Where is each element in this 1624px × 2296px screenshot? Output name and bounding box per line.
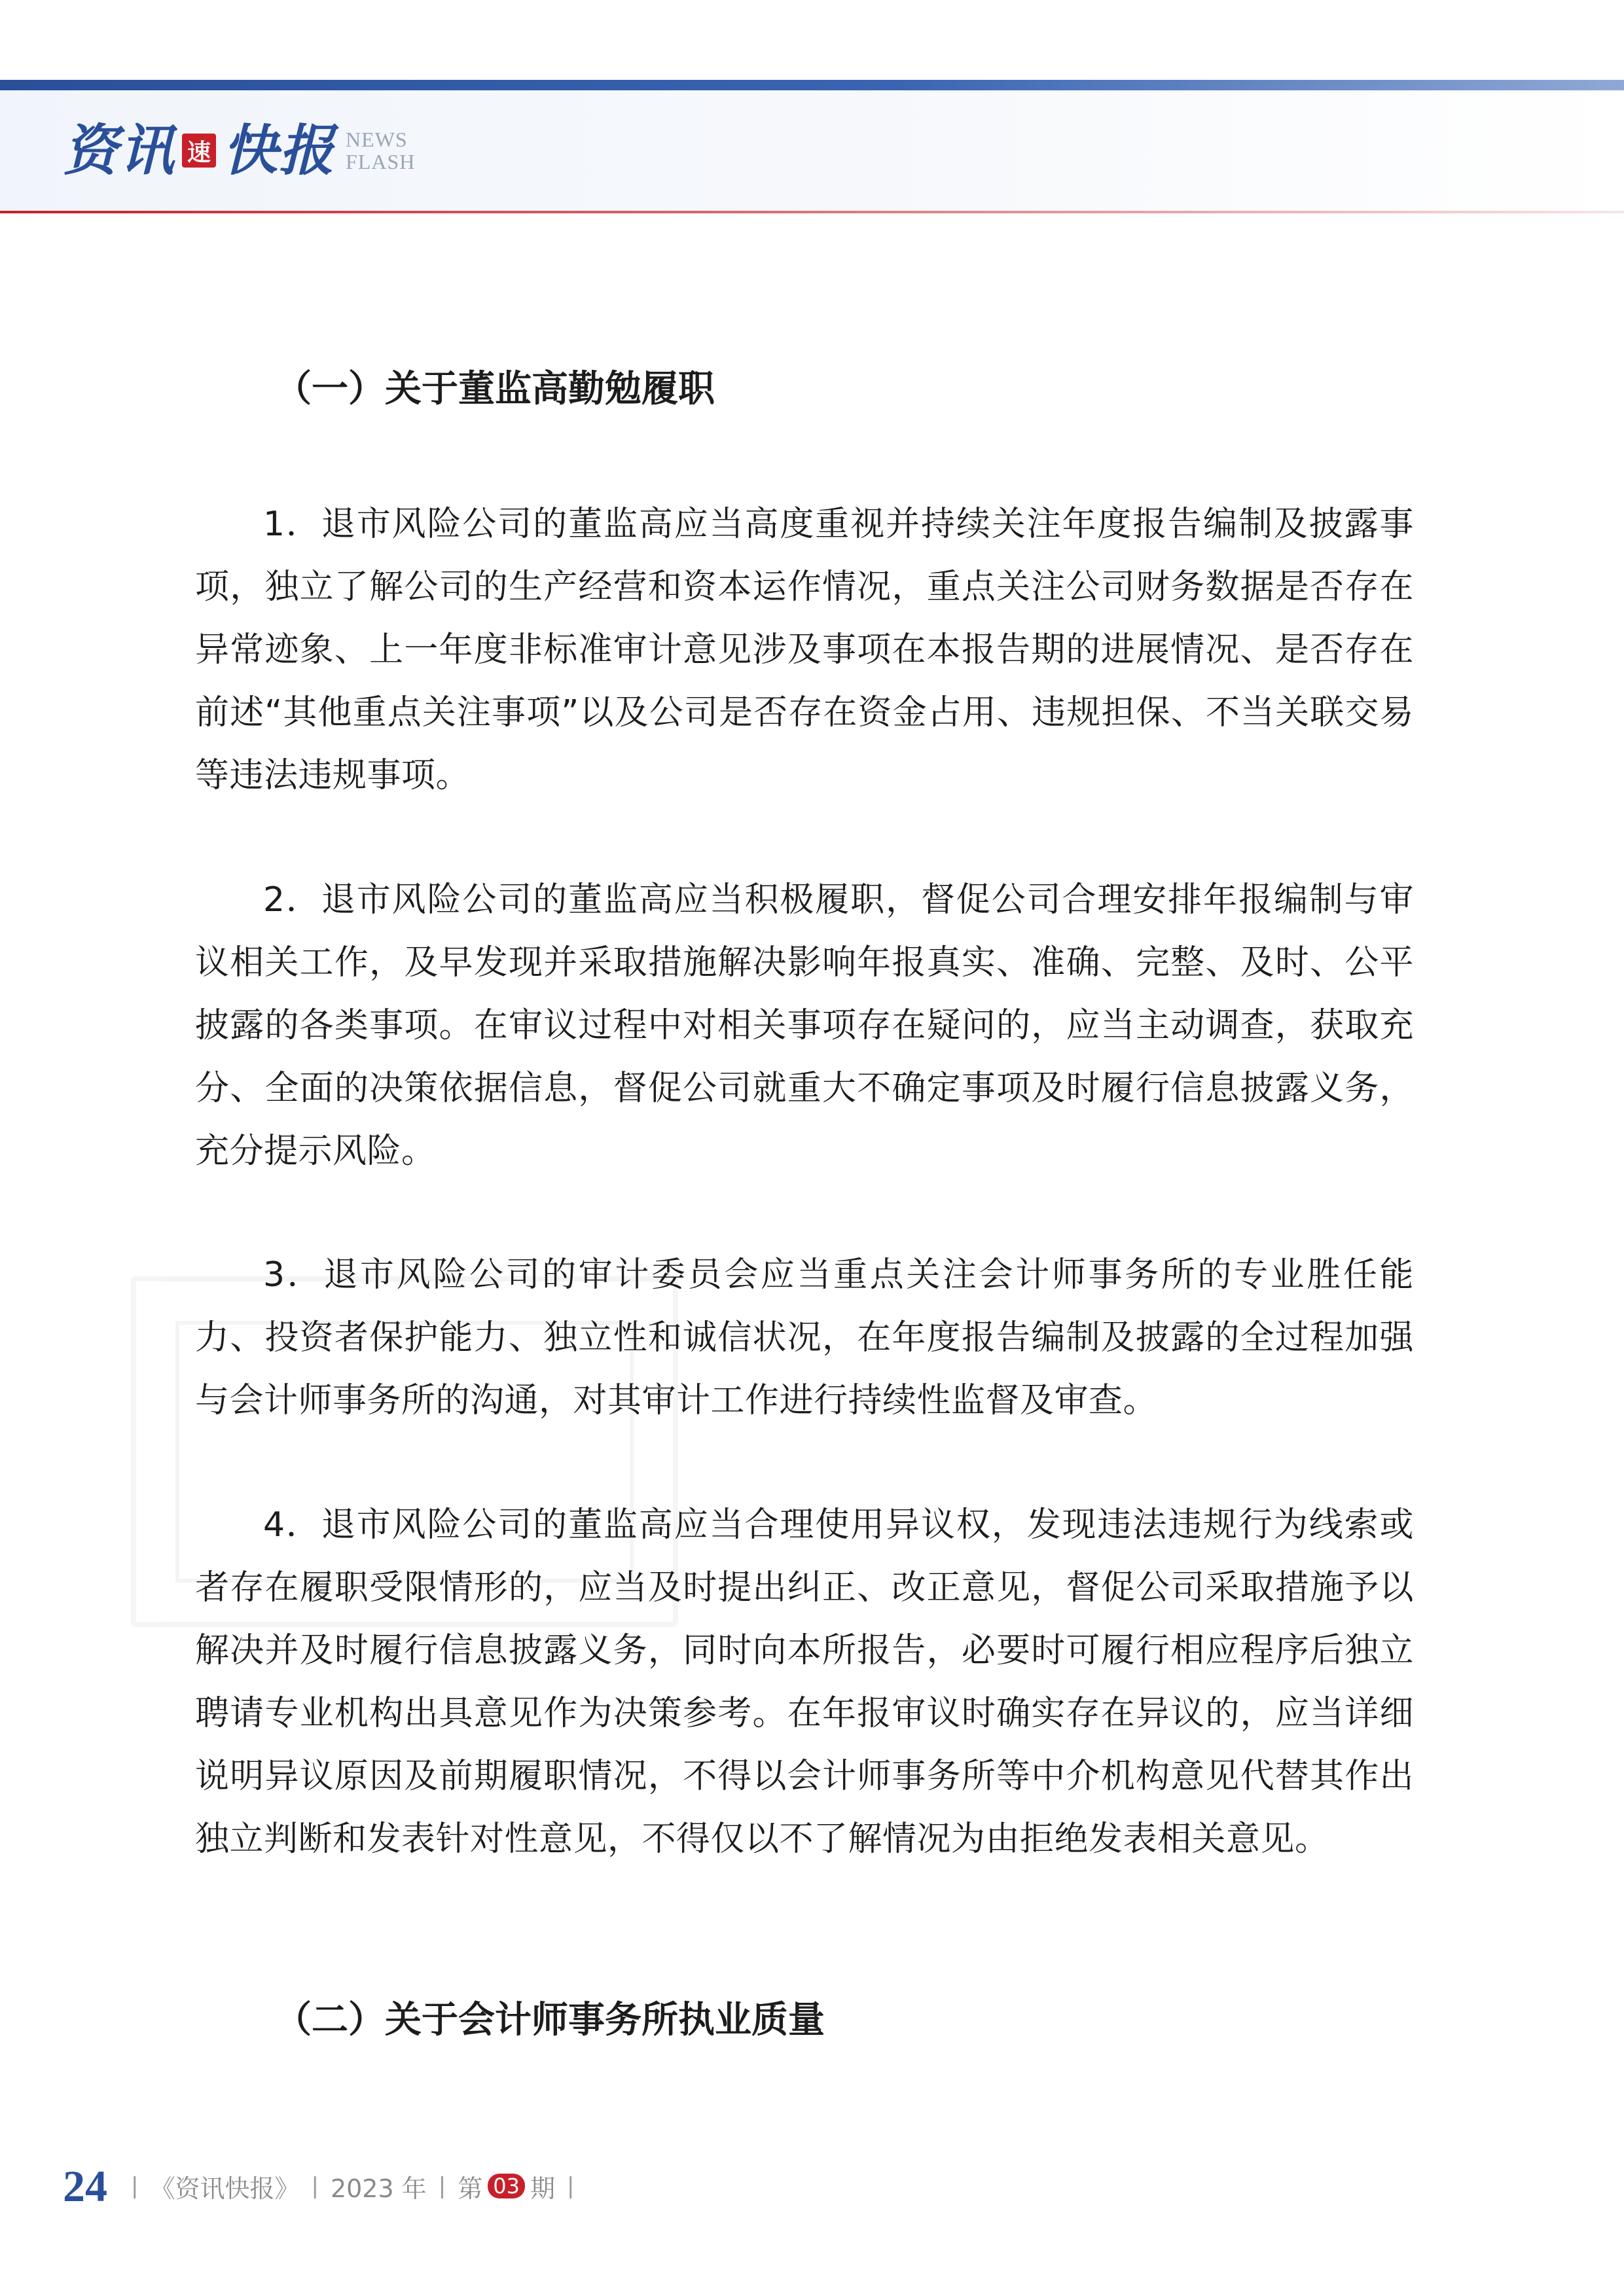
footer-separator: | [311,2173,319,2199]
masthead-english [346,128,415,173]
paragraph-3: 3．退市风险公司的审计委员会应当重点关注会计师事务所的专业胜任能力、投资者保护能力、独立性和诚信状况，在年度报告编制及披露的全过程加强与会计师事务所的沟通，对其审计工作进行持续性监督及审查。 [195,1255,1414,1420]
masthead-title-part2: 快报 [223,118,336,183]
paragraph-1: 1．退市风险公司的董监高应当高度重视并持续关注年度报告编制及披露事项，独立了解公司的生产经营和资本运作情况，重点关注公司财务数据是否存在异常迹象、上一年度非标准审计意见涉及事项在本报告期的进展情况、是否存在前述“其他重点关注事项”以及公司是否存在资金占用、违规担保、不当关联交易等违法违规事项。 [195,505,1414,795]
footer-separator: | [566,2173,575,2199]
header-accent-line [0,211,1624,213]
masthead-en-line2: FLASH [346,150,416,173]
page-footer [63,2160,586,2212]
section-heading-1: （一）关于董监高勤勉履职 [275,368,715,410]
footer-publication: 《资讯快报》 [150,2174,300,2203]
footer-issue-number: 03 [488,2174,525,2198]
footer-issue-prefix: 第 [458,2174,483,2203]
footer-separator: | [438,2173,446,2199]
paragraph-2: 2．退市风险公司的董监高应当积极履职，督促公司合理安排年报编制与审议相关工作，及早发现并采取措施解决影响年报真实、准确、完整、及时、公平披露的各类事项。在审议过程中对相关事项存在疑问的，应当主动调查，获取充分、全面的决策依据信息，督促公司就重大不确定事项及时履行信息披露义务，充分提示风险。 [195,880,1414,1171]
footer-issue-suffix: 期 [530,2174,555,2203]
masthead-en-line1: NEWS [346,128,408,151]
paragraph-4: 4．退市风险公司的董监高应当合理使用异议权，发现违法违规行为线索或者存在履职受限情形的，应当及时提出纠正、改正意见，督促公司采取措施予以解决并及时履行信息披露义务，同时向本所报告，必要时可履行相应程序后独立聘请专业机构出具意见作为决策参考。在年报审议时确实存在异议的，应当详细说明异议原因及前期履职情况，不得以会计师事务所等中介机构意见代替其作出独立判断和发表针对性意见，不得仅以不了解情况为由拒绝发表相关意见。 [195,1505,1414,1859]
footer-year: 2023 年 [330,2174,427,2203]
masthead-logo [63,115,415,187]
header-top-rule [0,80,1624,90]
page-number: 24 [63,2161,107,2211]
masthead-seal: 速 [182,134,216,168]
section-heading-2: （二）关于会计师事务所执业质量 [275,1999,825,2041]
masthead-title-part1: 资讯 [63,118,176,183]
footer-separator: | [131,2173,139,2199]
